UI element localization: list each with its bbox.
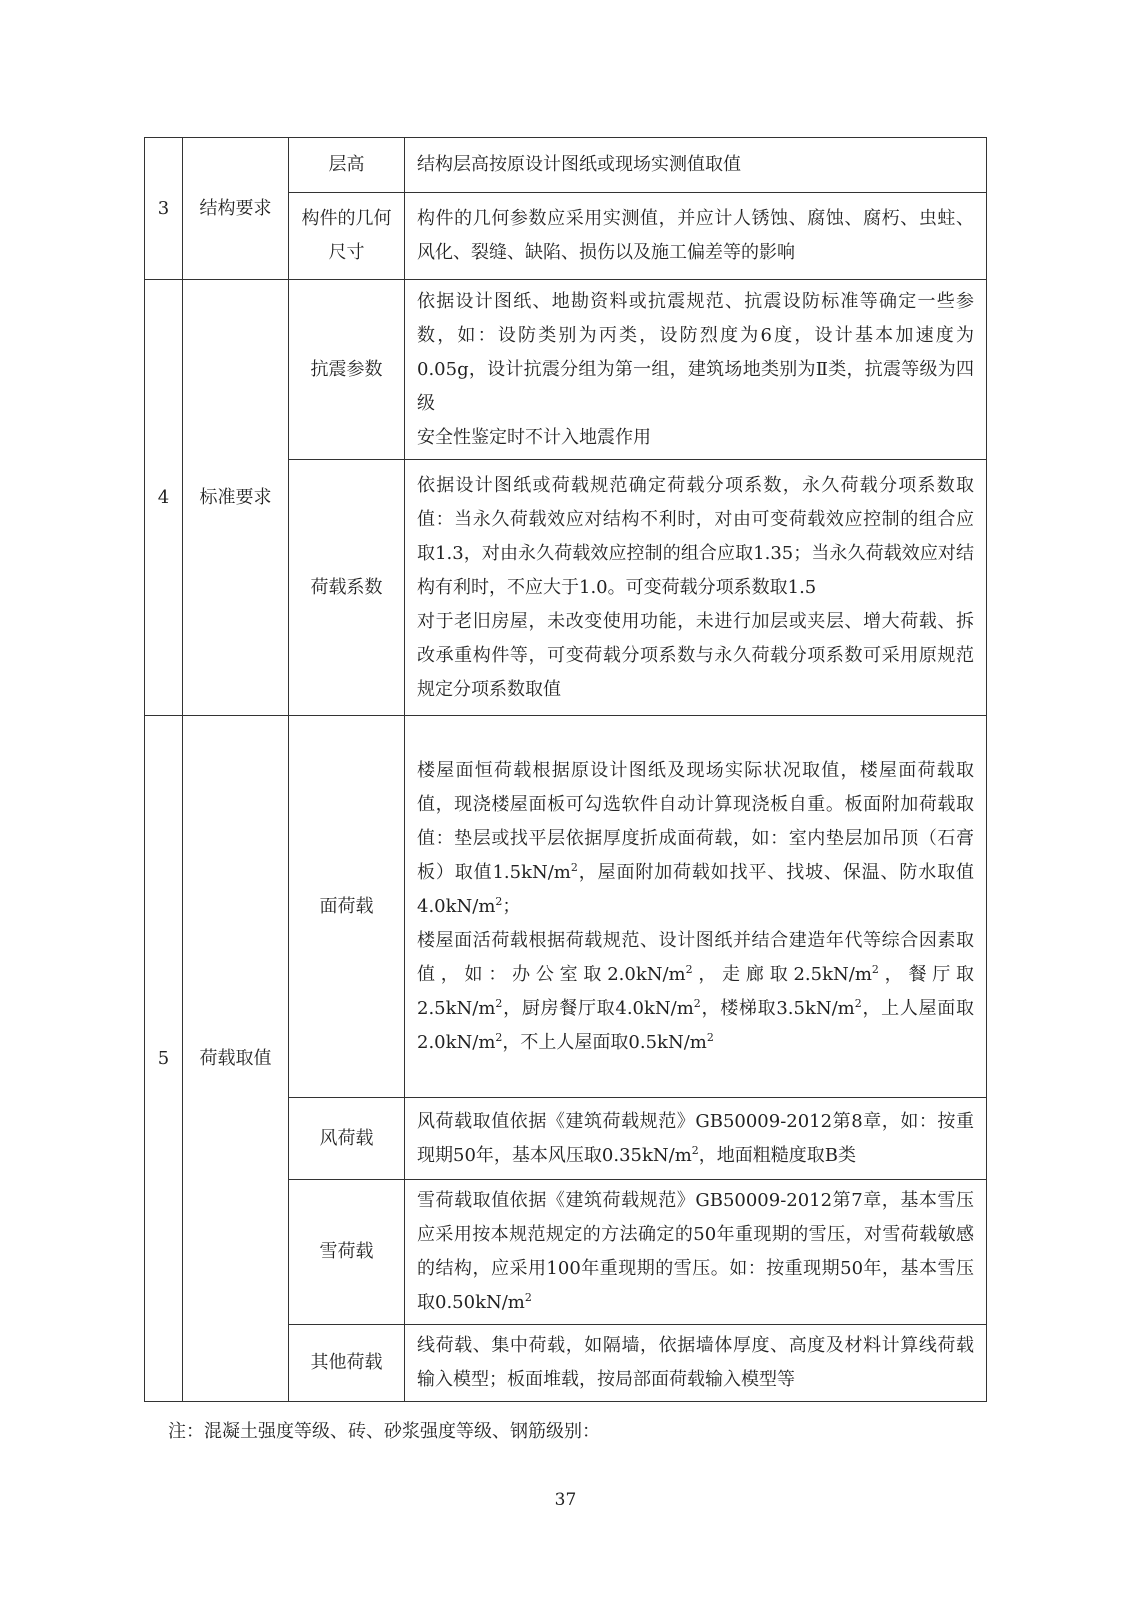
page-number: 37 (554, 1490, 577, 1510)
item-description: 线荷载、集中荷载，如隔墙，依据墙体厚度、高度及材料计算线荷载输入模型；板面堆载，按局部面荷载输入模型等 (405, 1325, 987, 1402)
table-note: 注：混凝土强度等级、砖、砂浆强度等级、钢筋级别： (168, 1421, 600, 1442)
specification-table (144, 137, 987, 1402)
item-name: 荷载系数 (289, 460, 405, 716)
item-name: 构件的几何尺寸 (289, 193, 405, 280)
table-row (145, 716, 987, 1098)
item-description: 构件的几何参数应采用实测值，并应计人锈蚀、腐蚀、腐朽、虫蛀、风化、裂缝、缺陷、损伤以及施工偏差等的影响 (405, 193, 987, 280)
item-name: 层高 (289, 138, 405, 193)
item-name: 抗震参数 (289, 280, 405, 460)
section-category: 结构要求 (183, 138, 289, 280)
item-name: 其他荷载 (289, 1325, 405, 1402)
item-description: 结构层高按原设计图纸或现场实测值取值 (405, 138, 987, 193)
table-row (145, 138, 987, 193)
section-category: 标准要求 (183, 280, 289, 716)
section-number: 3 (145, 138, 183, 280)
section-number: 5 (145, 716, 183, 1402)
table-row (145, 280, 987, 460)
section-category: 荷载取值 (183, 716, 289, 1402)
item-description: 依据设计图纸或荷载规范确定荷载分项系数，永久荷载分项系数取值：当永久荷载效应对结构不利时，对由可变荷载效应控制的组合应取1.3，对由永久荷载效应控制的组合应取1.35；当永久荷载效应对结构有利时，不应大于1.0。可变荷载分项系数取1.5 对于老旧房屋，未改变使用功能，未进行加层或夹层、增大荷载、拆改承重构件等，可变荷载分项系数与永久荷载分项系数可采用原规范规定分项系数取值 (405, 460, 987, 716)
item-name: 雪荷载 (289, 1180, 405, 1325)
item-description: 风荷载取值依据《建筑荷载规范》GB50009-2012第8章，如：按重现期50年，基本风压取$0.35kN/m^2$，地面粗糙度取B类 (405, 1098, 987, 1180)
item-description: 楼屋面恒荷载根据原设计图纸及现场实际状况取值，楼屋面荷载取值，现浇楼屋面板可勾选软件自动计算现浇板自重。板面附加荷载取值：垫层或找平层依据厚度折成面荷载，如：室内垫层加吊顶（石膏板）取值$1.5kN/m^2$，屋面附加荷载如找平、找坡、保温、防水取值$4.0kN/m^2$； 楼屋面活荷载根据荷载规范、设计图纸并结合建造年代等综合因素取值，如：办公室取$2.0kN/m^2$，走廊取$2.5kN/m^2$，餐厅取$2.5kN/m^2$，厨房餐厅取$4.0kN/m^2$，楼梯取$3.5kN/m^2$，上人屋面取$2.0kN/m^2$，不上人屋面取$0.5kN/m^2$ (405, 716, 987, 1098)
item-description: 依据设计图纸、地勘资料或抗震规范、抗震设防标准等确定一些参数，如：设防类别为丙类，设防烈度为6度，设计基本加速度为0.05g，设计抗震分组为第一组，建筑场地类别为Ⅱ类，抗震等级为四级 安全性鉴定时不计入地震作用 (405, 280, 987, 460)
section-number: 4 (145, 280, 183, 716)
item-description: 雪荷载取值依据《建筑荷载规范》GB50009-2012第7章，基本雪压应采用按本规范规定的方法确定的50年重现期的雪压，对雪荷载敏感的结构，应采用100年重现期的雪压。如：按重现期50年，基本雪压取$0.50kN/m^2$ (405, 1180, 987, 1325)
item-name: 风荷载 (289, 1098, 405, 1180)
item-name: 面荷载 (289, 716, 405, 1098)
